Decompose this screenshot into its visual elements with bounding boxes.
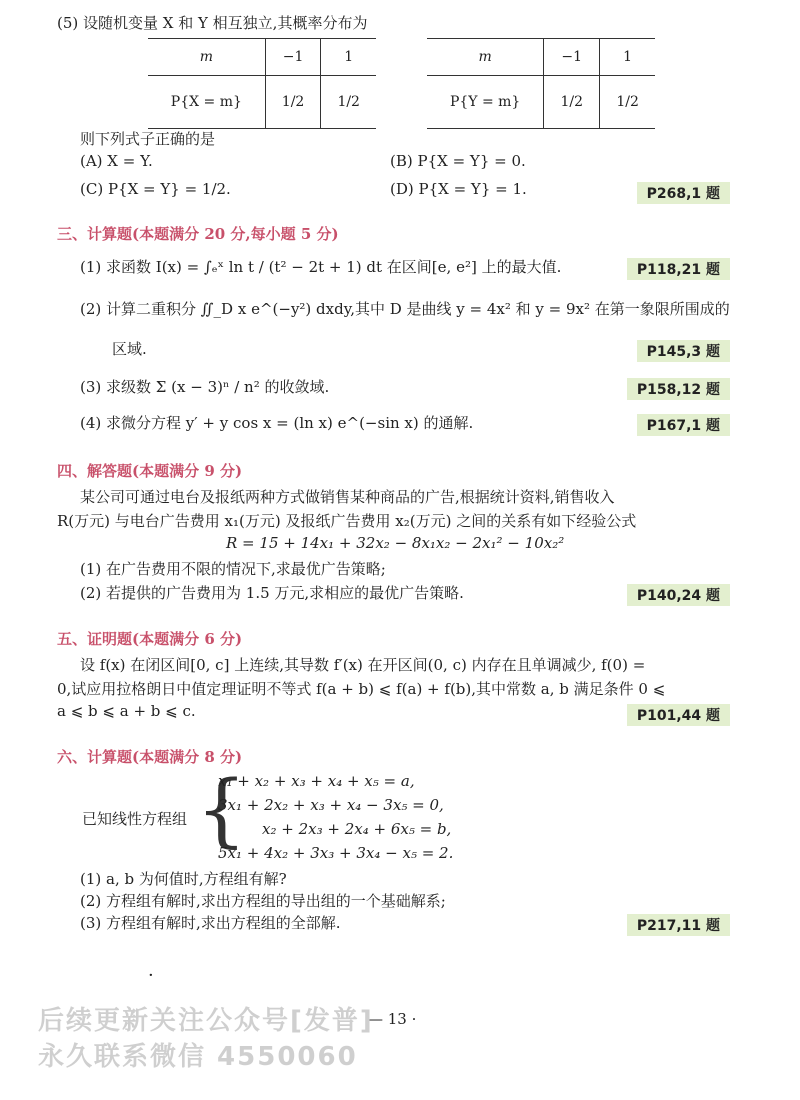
ref-tag: P101,44 题 [627,704,730,726]
cell: −1 [544,39,600,76]
q5-stem: 则下列式子正确的是 [80,130,216,148]
s4-para-1: 某公司可通过电台及报纸两种方式做销售某种商品的广告,根据统计资料,销售收入 [80,488,615,506]
ref-tag: P268,1 题 [637,182,730,204]
cell: 1/2 [321,76,376,129]
equation-3: x₂ + 2x₃ + 2x₄ + 6x₅ = b, [262,820,452,838]
s6-lead: 已知线性方程组 [82,810,188,828]
equation-1: x₁ + x₂ + x₃ + x₄ + x₅ = a, [218,772,415,790]
s6-q2: (2) 方程组有解时,求出方程组的导出组的一个基础解系; [80,892,446,910]
section-5-title: 五、证明题(本题满分 6 分) [57,630,243,648]
ref-tag: P217,11 题 [627,914,730,936]
cell: 1/2 [265,76,321,129]
s4-q1: (1) 在广告费用不限的情况下,求最优广告策略; [80,560,386,578]
cell: 1/2 [600,76,655,129]
s3-q3: (3) 求级数 Σ (x − 3)ⁿ / n² 的收敛域. [80,378,330,396]
cell: m [148,39,265,76]
s6-q3: (3) 方程组有解时,求出方程组的全部解. [80,914,341,932]
watermark-line-2: 永久联系微信 4550060 [38,1042,358,1072]
system-brace: { [196,763,247,856]
ref-tag: P118,21 题 [627,258,730,280]
ref-tag: P140,24 题 [627,584,730,606]
section-6-title: 六、计算题(本题满分 8 分) [57,748,243,766]
ref-tag: P145,3 题 [637,340,730,362]
section-3-title: 三、计算题(本题满分 20 分,每小题 5 分) [57,225,339,243]
cell: m [427,39,544,76]
ref-tag: P167,1 题 [637,414,730,436]
option-c: (C) P{X = Y} = 1/2. [80,180,231,198]
table-x [148,38,376,129]
s6-q1: (1) a, b 为何值时,方程组有解? [80,870,287,888]
s3-q2-cont: 区域. [112,340,147,358]
s4-para-2: R(万元) 与电台广告费用 x₁(万元) 及报纸广告费用 x₂(万元) 之间的关系有如下经验公式 [57,512,637,530]
s3-q4: (4) 求微分方程 y′ + y cos x = (ln x) e^(−sin x) 的通解. [80,414,474,432]
table-y [427,38,655,129]
s4-q2: (2) 若提供的广告费用为 1.5 万元,求相应的最优广告策略. [80,584,464,602]
watermark-line-1: 后续更新关注公众号[发普] [38,1006,374,1036]
cell: 1/2 [544,76,600,129]
option-d: (D) P{X = Y} = 1. [390,180,527,198]
option-b: (B) P{X = Y} = 0. [390,152,526,170]
s4-formula: R = 15 + 14x₁ + 32x₂ − 8x₁x₂ − 2x₁² − 10x₂² [226,534,565,552]
s3-q2: (2) 计算二重积分 ∬_D x e^(−y²) dxdy,其中 D 是曲线 y = 4x² 和 y = 9x² 在第一象限所围成的 [80,300,730,318]
equation-4: 5x₁ + 4x₂ + 3x₃ + 3x₄ − x₅ = 2. [218,844,454,862]
dot-mark: · [148,965,154,986]
cell: P{X = m} [148,76,265,129]
option-a: (A) X = Y. [80,152,153,170]
cell: −1 [265,39,321,76]
page-number: — 13 · [368,1010,417,1028]
cell: 1 [321,39,376,76]
s3-q1: (1) 求函数 I(x) = ∫ₑˣ ln t / (t² − 2t + 1) dt 在区间[e, e²] 上的最大值. [80,258,562,276]
s5-para-1: 设 f(x) 在闭区间[0, c] 上连续,其导数 f′(x) 在开区间(0, c) 内存在且单调减少, f(0) = [80,656,646,674]
q5-intro: (5) 设随机变量 X 和 Y 相互独立,其概率分布为 [57,14,368,32]
section-4-title: 四、解答题(本题满分 9 分) [57,462,243,480]
cell: P{Y = m} [427,76,544,129]
s5-para-3: a ⩽ b ⩽ a + b ⩽ c. [57,702,196,720]
s5-para-2: 0,试应用拉格朗日中值定理证明不等式 f(a + b) ⩽ f(a) + f(b),其中常数 a, b 满足条件 0 ⩽ [57,680,666,698]
cell: 1 [600,39,655,76]
ref-tag: P158,12 题 [627,378,730,400]
equation-2: 3x₁ + 2x₂ + x₃ + x₄ − 3x₅ = 0, [218,796,444,814]
